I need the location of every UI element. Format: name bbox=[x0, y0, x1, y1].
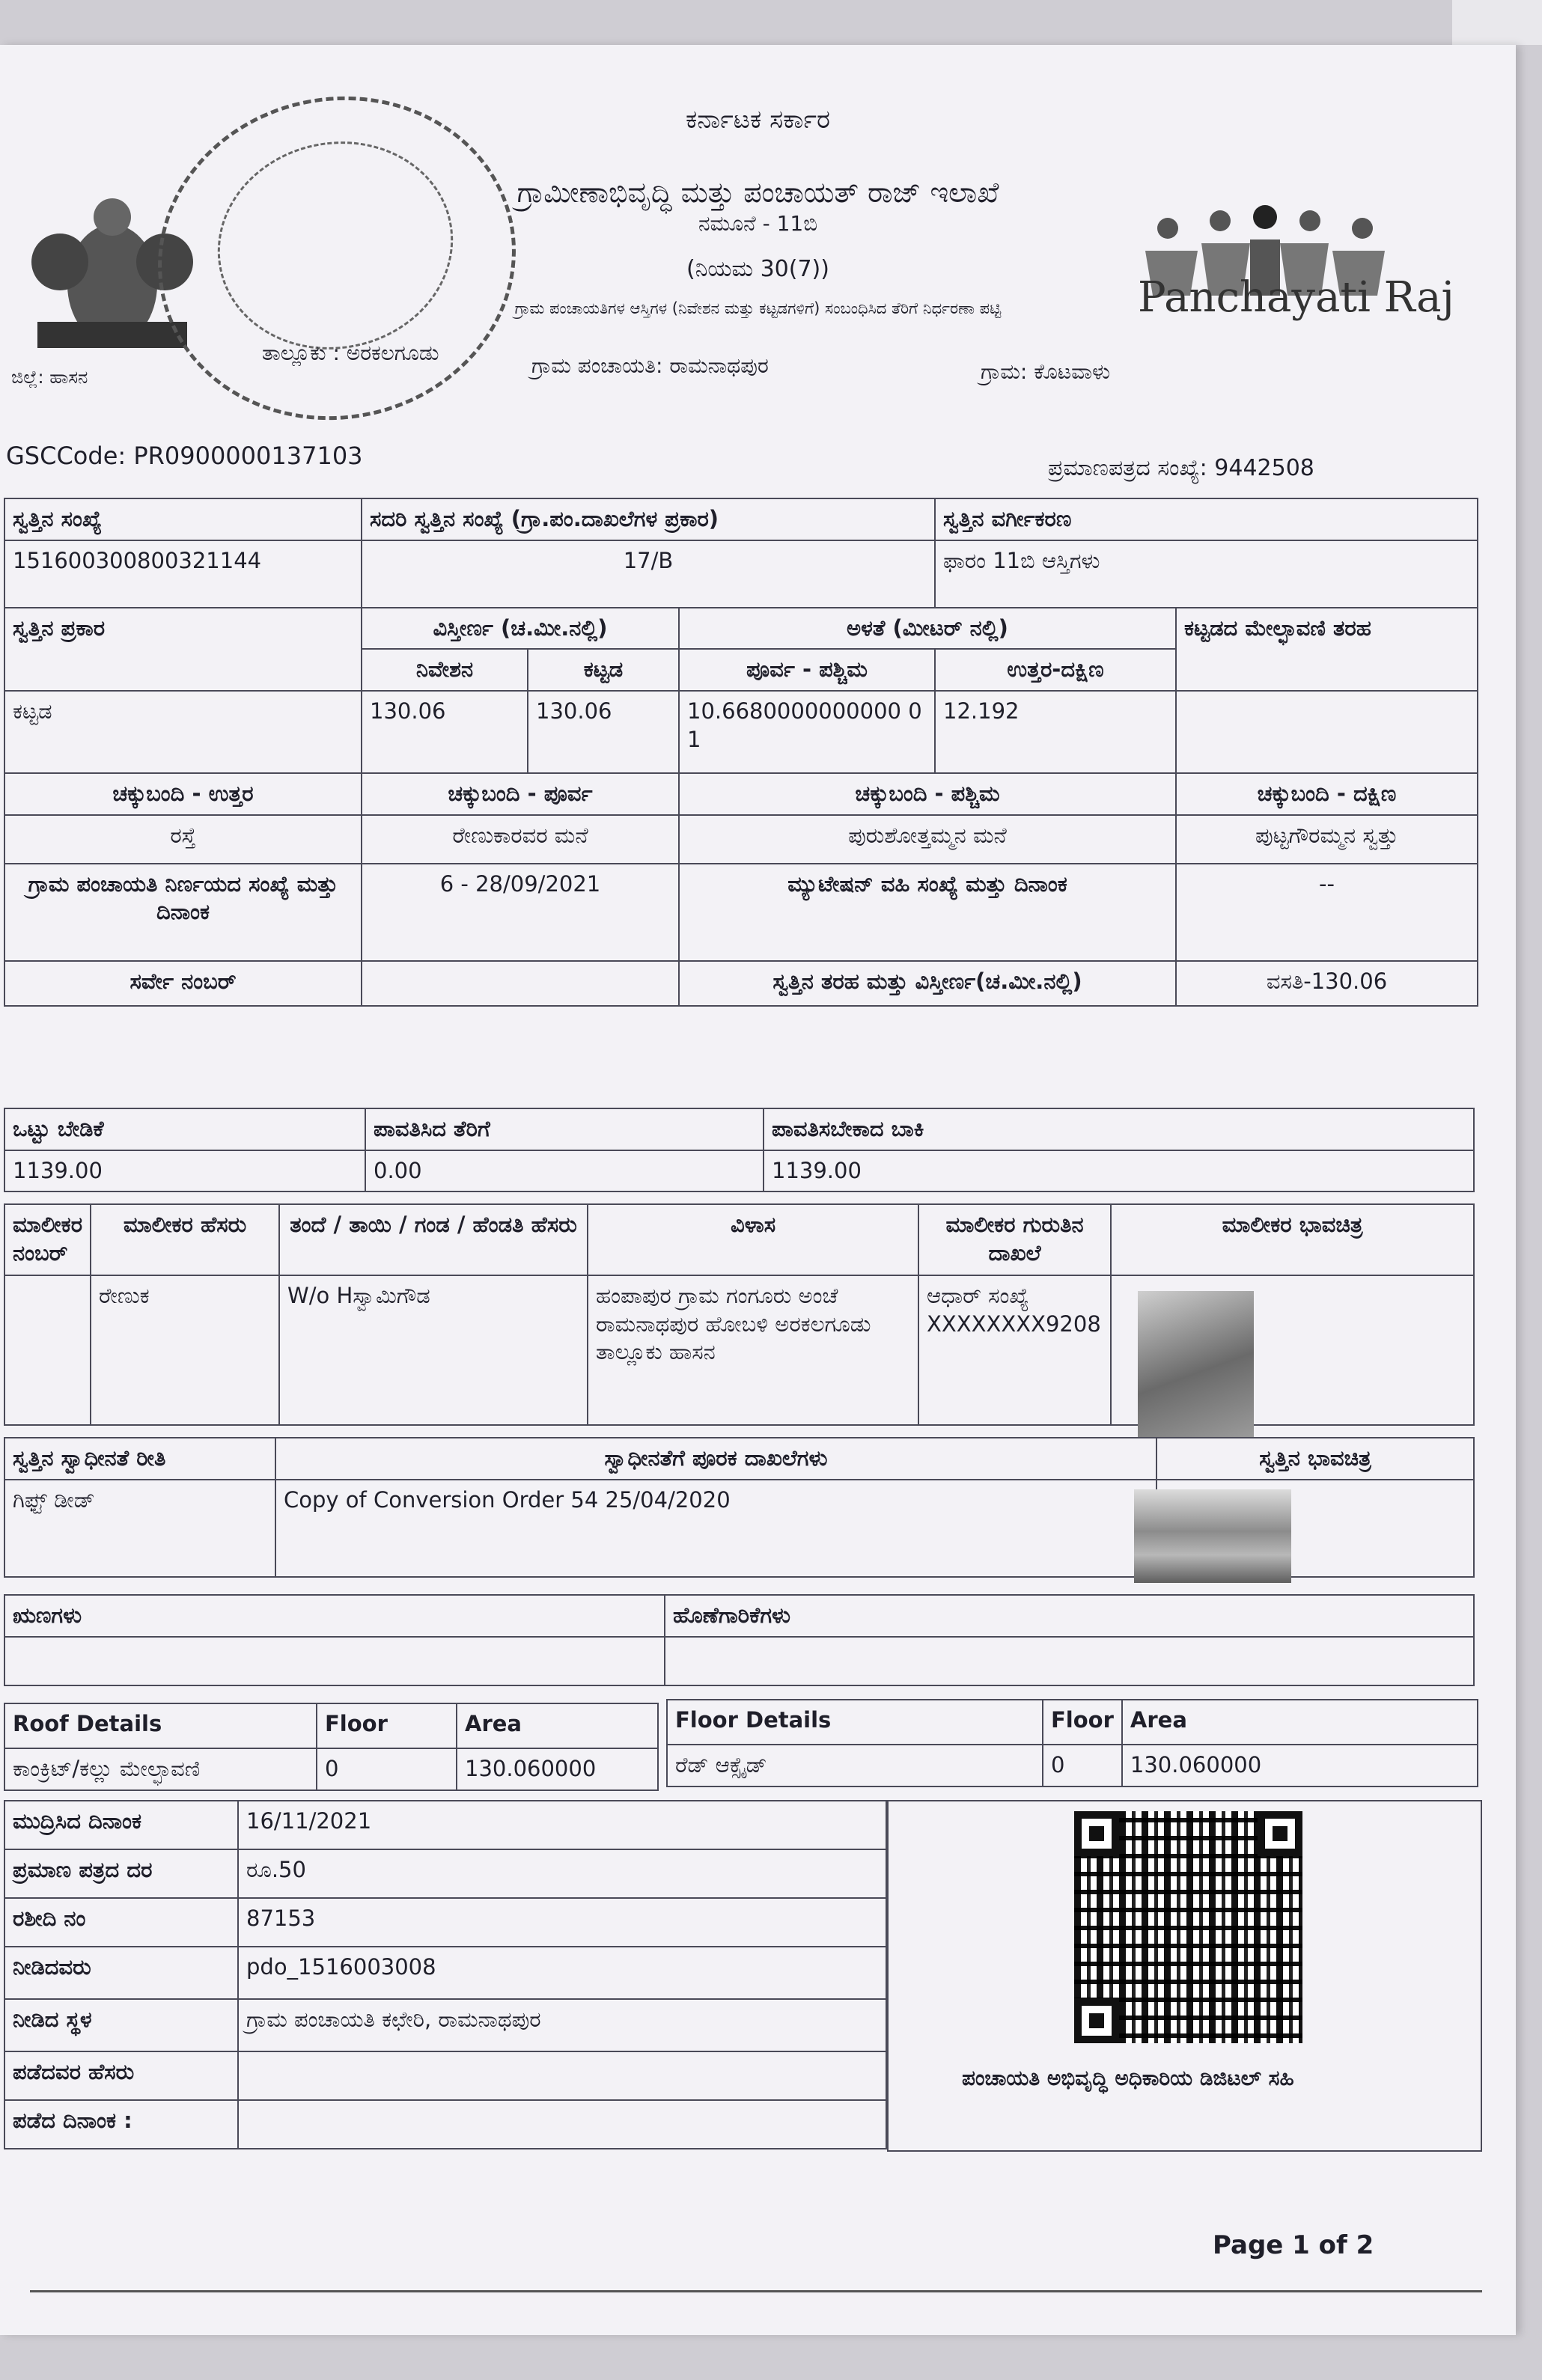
document-page bbox=[0, 45, 1516, 2335]
boundary-east: ರೇಣುಕಾರವರ ಮನೆ bbox=[362, 815, 679, 864]
qr-code-icon bbox=[1074, 1811, 1302, 2043]
roof-type bbox=[1176, 691, 1478, 773]
owner-name: ರೇಣುಕ bbox=[91, 1275, 279, 1425]
owner-table bbox=[4, 1203, 1475, 1426]
gp-resolution: 6 - 28/09/2021 bbox=[362, 864, 679, 961]
bldg-area: 130.06 bbox=[528, 691, 679, 773]
h-demand: ಒಟ್ಟು ಬೇಡಿಕೆ bbox=[4, 1108, 365, 1150]
issue-table bbox=[4, 1800, 887, 2149]
receive-date bbox=[238, 2100, 886, 2149]
tax-table bbox=[4, 1108, 1475, 1192]
district: ಜಿಲ್ಲೆ: ಹಾಸನ bbox=[11, 367, 88, 388]
ns: 12.192 bbox=[935, 691, 1176, 773]
h-paid: ಪಾವತಿಸಿದ ತೆರಿಗೆ bbox=[365, 1108, 764, 1150]
h-class: ಸ್ವತ್ತಿನ ವರ್ಗೀಕರಣ bbox=[935, 498, 1478, 540]
certificate-number: ಪ್ರಮಾಣಪತ್ರದ ಸಂಖ್ಯೆ: 9442508 bbox=[1048, 455, 1314, 481]
address: ಹಂಪಾಪುರ ಗ್ರಾಮ ಗಂಗೂರು ಅಂಚೆ ರಾಮನಾಥಪುರ ಹೋಬಳಿ ಅರಕಲಗೂಡು ತಾಲ್ಲೂಕು ಹಾಸನ bbox=[588, 1275, 918, 1425]
survey bbox=[362, 961, 679, 1006]
h-receipt: ರಶೀದಿ ನಂ bbox=[4, 1898, 238, 1947]
kind-area: ವಸತಿ-130.06 bbox=[1176, 961, 1478, 1006]
h-dim: ಅಳತೆ (ಮೀಟರ್ ನಲ್ಲಿ) bbox=[679, 608, 1176, 650]
place: ಗ್ರಾಮ ಪಂಚಾಯತಿ ಕಛೇರಿ, ರಾಮನಾಥಪುರ bbox=[238, 1999, 886, 2051]
id-label: ಆಧಾರ್ ಸಂಖ್ಯೆ bbox=[927, 1283, 1029, 1308]
h-balance: ಪಾವತಿಸಬೇಕಾದ ಬಾಕಿ bbox=[764, 1108, 1474, 1150]
acq-mode: ಗಿಫ್ಟ್ ಡೀಡ್ bbox=[4, 1480, 275, 1577]
h-relation: ತಂದೆ / ತಾಯಿ / ಗಂಡ / ಹೆಂಡತಿ ಹೆಸರು bbox=[279, 1204, 588, 1275]
taluk: ತಾಲ್ಲೂಕು : ಅರಕಲಗೂಡು bbox=[262, 341, 439, 365]
h-liabilities: ಹೊಣೆಗಾರಿಕೆಗಳು bbox=[665, 1595, 1474, 1637]
sadari: 17/B bbox=[362, 540, 935, 608]
type: ಕಟ್ಟಡ bbox=[4, 691, 362, 773]
h-print-date: ಮುದ್ರಿಸಿದ ದಿನಾಂಕ bbox=[4, 1801, 238, 1849]
h-id-doc: ಮಾಲೀಕರ ಗುರುತಿನ ದಾಖಲೆ bbox=[918, 1204, 1111, 1275]
balance: 1139.00 bbox=[764, 1150, 1474, 1192]
demand: 1139.00 bbox=[4, 1150, 365, 1192]
site-area: 130.06 bbox=[362, 691, 528, 773]
h-boundary-east: ಚಕ್ಕುಬಂದಿ - ಪೂರ್ವ bbox=[362, 773, 679, 815]
gram-panchayat: ಗ್ರಾಮ ಪಂಚಾಯತಿ: ರಾಮನಾಥಪುರ bbox=[531, 353, 769, 378]
form-number: ನಮೂನೆ - 11ಬಿ bbox=[698, 211, 818, 236]
h-address: ವಿಳಾಸ bbox=[588, 1204, 918, 1275]
paper-edge bbox=[1452, 0, 1542, 45]
h-owner-name: ಮಾಲೀಕರ ಹೆಸರು bbox=[91, 1204, 279, 1275]
boundary-south: ಪುಟ್ಟಗೌರಮ್ಮನ ಸ್ವತ್ತು bbox=[1176, 815, 1478, 864]
h-gp-resolution: ಗ್ರಾಮ ಪಂಚಾಯತಿ ನಿರ್ಣಯದ ಸಂಖ್ಯೆ ಮತ್ತು ದಿನಾಂಕ bbox=[4, 864, 362, 961]
h-floor-area: Area bbox=[1122, 1700, 1478, 1745]
roof-area: 130.060000 bbox=[457, 1748, 658, 1790]
gsc-code: GSCCode: PR0900000137103 bbox=[6, 442, 363, 470]
id-value: XXXXXXXX9208 bbox=[927, 1310, 1101, 1337]
h-boundary-west: ಚಕ್ಕುಬಂದಿ - ಪಶ್ಚಿಮ bbox=[679, 773, 1176, 815]
h-roof: ಕಟ್ಟಡದ ಮೇಲ್ಛಾವಣಿ ತರಹ bbox=[1176, 608, 1478, 691]
class: ಫಾರಂ 11ಬಿ ಆಸ್ತಿಗಳು bbox=[935, 540, 1478, 608]
acq-docs: Copy of Conversion Order 54 25/04/2020 bbox=[275, 1480, 1156, 1577]
h-boundary-south: ಚಕ್ಕುಬಂದಿ - ದಕ್ಷಿಣ bbox=[1176, 773, 1478, 815]
h-boundary-north: ಚಕ್ಕುಬಂದಿ - ಉತ್ತರ bbox=[4, 773, 362, 815]
boundary-west: ಪುರುಶೋತ್ತಮ್ಮನ ಮನೆ bbox=[679, 815, 1176, 864]
paid: 0.00 bbox=[365, 1150, 764, 1192]
h-receive-date: ಪಡೆದ ದಿನಾಂಕ : bbox=[4, 2100, 238, 2149]
h-sadari: ಸದರಿ ಸ್ವತ್ತಿನ ಸಂಖ್ಯೆ (ಗ್ರಾ.ಪಂ.ದಾಖಲೆಗಳ ಪ್ರಕಾರ) bbox=[362, 498, 935, 540]
ew: 10.6680000000000 01 bbox=[679, 691, 935, 773]
h-floor-details: Floor Details bbox=[667, 1700, 1043, 1745]
floor-number: 0 bbox=[1043, 1745, 1122, 1786]
page-number: Page 1 of 2 bbox=[1213, 2230, 1374, 2260]
govt-title: ಕರ್ನಾಟಕ ಸರ್ಕಾರ bbox=[685, 105, 831, 135]
h-bldg: ಕಟ್ಟಡ bbox=[528, 649, 679, 691]
loans bbox=[4, 1637, 665, 1685]
h-fee: ಪ್ರಮಾಣ ಪತ್ರದ ದರ bbox=[4, 1849, 238, 1898]
print-date: 16/11/2021 bbox=[238, 1801, 886, 1849]
property-table bbox=[4, 498, 1478, 1007]
h-ew: ಪೂರ್ವ - ಪಶ್ಚಿಮ bbox=[679, 649, 935, 691]
h-roof-details: Roof Details bbox=[4, 1703, 317, 1748]
village: ಗ್ರಾಮ: ಕೊಟವಾಳು bbox=[981, 359, 1111, 384]
h-loans: ಋಣಗಳು bbox=[4, 1595, 665, 1637]
receipt: 87153 bbox=[238, 1898, 886, 1947]
roof-detail: ಕಾಂಕ್ರಿಟ್/ಕಲ್ಲು ಮೇಲ್ಛಾವಣಿ bbox=[4, 1748, 317, 1790]
property-photo bbox=[1134, 1489, 1291, 1583]
prop-no: 151600300800321144 bbox=[4, 540, 362, 608]
roof-details-table bbox=[4, 1703, 659, 1791]
floor-area: 130.060000 bbox=[1122, 1745, 1478, 1786]
h-floor: Floor bbox=[1043, 1700, 1122, 1745]
h-roof-floor: Floor bbox=[317, 1703, 457, 1748]
fee: ರೂ.50 bbox=[238, 1849, 886, 1898]
owner-photo bbox=[1138, 1291, 1254, 1437]
rule-number: (ನಿಯಮ 30(7)) bbox=[686, 256, 829, 282]
logo-text: Panchayati Raj bbox=[1138, 273, 1454, 322]
h-owner-photo: ಮಾಲೀಕರ ಭಾವಚಿತ್ರ bbox=[1111, 1204, 1474, 1275]
floor-detail: ರೆಡ್ ಆಕ್ಸೈಡ್ bbox=[667, 1745, 1043, 1786]
h-ns: ಉತ್ತರ-ದಕ್ಷಿಣ bbox=[935, 649, 1176, 691]
issuer: pdo_1516003008 bbox=[238, 1947, 886, 1999]
liabilities bbox=[665, 1637, 1474, 1685]
h-mutation: ಮ್ಯುಟೇಷನ್ ವಹಿ ಸಂಖ್ಯೆ ಮತ್ತು ದಿನಾಂಕ bbox=[679, 864, 1176, 961]
roof-floor: 0 bbox=[317, 1748, 457, 1790]
h-acq-docs: ಸ್ವಾಧೀನತೆಗೆ ಪೂರಕ ದಾಖಲೆಗಳು bbox=[275, 1438, 1156, 1480]
bottom-rule bbox=[30, 2290, 1482, 2292]
liabilities-table bbox=[4, 1594, 1475, 1686]
form-subtitle: ಗ್ರಾಮ ಪಂಚಾಯತಿಗಳ ಆಸ್ತಿಗಳ (ನಿವೇಶನ ಮತ್ತು ಕಟ್ಟಡಗಳಿಗೆ) ಸಂಬಂಧಿಸಿದ ತೆರಿಗೆ ನಿರ್ಧರಣಾ ಪಟ್ಟಿ bbox=[514, 299, 1002, 317]
h-area: ವಿಸ್ತೀರ್ಣ (ಚ.ಮೀ.ನಲ್ಲಿ) bbox=[362, 608, 679, 650]
h-roof-area: Area bbox=[457, 1703, 658, 1748]
h-owner-no: ಮಾಲೀಕರ ನಂಬರ್ bbox=[4, 1204, 91, 1275]
h-kind-area: ಸ್ವತ್ತಿನ ತರಹ ಮತ್ತು ವಿಸ್ತೀರ್ಣ(ಚ.ಮೀ.ನಲ್ಲಿ) bbox=[679, 961, 1176, 1006]
receiver bbox=[238, 2051, 886, 2100]
boundary-north: ರಸ್ತೆ bbox=[4, 815, 362, 864]
floor-details-table bbox=[666, 1699, 1478, 1787]
dept-title: ಗ್ರಾಮೀಣಾಭಿವೃದ್ಧಿ ಮತ್ತು ಪಂಚಾಯತ್ ರಾಜ್ ಇಲಾಖೆ bbox=[516, 176, 999, 209]
relation: W/o Hಸ್ವಾಮಿಗೌಡ bbox=[279, 1275, 588, 1425]
mutation: -- bbox=[1176, 864, 1478, 961]
owner-no bbox=[4, 1275, 91, 1425]
digital-signature-label: ಪಂಚಾಯತಿ ಅಭಿವೃದ್ಧಿ ಅಧಿಕಾರಿಯ ಡಿಜಿಟಲ್ ಸಹಿ bbox=[962, 2066, 1294, 2090]
h-acq-mode: ಸ್ವತ್ತಿನ ಸ್ವಾಧೀನತೆ ರೀತಿ bbox=[4, 1438, 275, 1480]
h-survey: ಸರ್ವೇ ನಂಬರ್ bbox=[4, 961, 362, 1006]
h-prop-photo: ಸ್ವತ್ತಿನ ಭಾವಚಿತ್ರ bbox=[1156, 1438, 1474, 1480]
h-receiver: ಪಡೆದವರ ಹೆಸರು bbox=[4, 2051, 238, 2100]
h-type: ಸ್ವತ್ತಿನ ಪ್ರಕಾರ bbox=[4, 608, 362, 691]
h-place: ನೀಡಿದ ಸ್ಥಳ bbox=[4, 1999, 238, 2051]
h-prop-no: ಸ್ವತ್ತಿನ ಸಂಖ್ಯೆ bbox=[4, 498, 362, 540]
h-site: ನಿವೇಶನ bbox=[362, 649, 528, 691]
h-issuer: ನೀಡಿದವರು bbox=[4, 1947, 238, 1999]
